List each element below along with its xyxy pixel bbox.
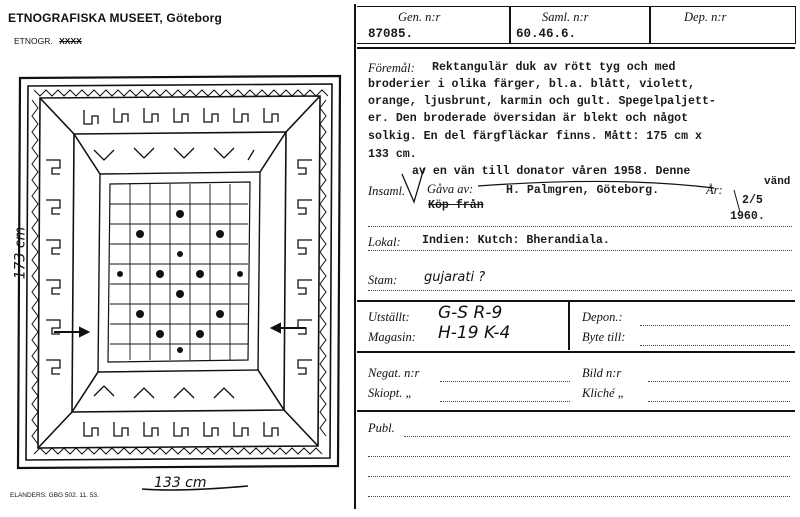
width-note-underline [140, 483, 250, 495]
publ-rule-4 [368, 496, 790, 497]
stam-label: Stam: [368, 273, 398, 287]
foremal-line-3: orange, ljusbrunt, karmin och gult. Spegelpaljett- [368, 95, 716, 108]
byte-rule [640, 345, 790, 346]
rule-after-stam [368, 290, 792, 291]
ar-value-2: 1960. [730, 210, 765, 223]
depon-rule [640, 325, 790, 326]
rule-after-lokal [368, 250, 792, 251]
foremal-line-2: broderier i olika färger, bl.a. blått, violett, [368, 78, 695, 91]
bild-label: Bild n:r [582, 366, 622, 380]
magasin-label: Magasin: [368, 330, 416, 344]
number-divider-1 [509, 6, 511, 44]
height-note: 173 cm [12, 226, 29, 280]
insaml-insert-line: av en vän till donator våren 1958. Denne [412, 165, 691, 178]
gava-label: Gåva av: [427, 182, 474, 196]
depon-label: Depon.: [582, 310, 623, 324]
lokal-label: Lokal: [368, 235, 401, 249]
vand-note: vänd [764, 176, 791, 188]
insaml-label: Insaml. [368, 184, 406, 198]
negat-label: Negat. n:r [368, 366, 420, 380]
center-divider [354, 4, 356, 509]
foremal-line-1: Rektangulär duk av rött tyg och med [432, 61, 676, 74]
publ-rule-1 [404, 436, 790, 437]
magasin-value: H-19 K-4 [438, 323, 511, 343]
textile-sketch [14, 70, 346, 470]
rule-after-insaml [368, 226, 792, 227]
gen-label: Gen. n:r [398, 10, 441, 24]
storage-bottom-rule [357, 351, 795, 353]
dep-label: Dep. n:r [684, 10, 727, 24]
publ-rule-2 [368, 456, 790, 457]
foremal-line-5: solkig. En del färgfläckar finns. Mått: 175 cm x [368, 130, 702, 143]
stam-value: gujarati ? [424, 270, 486, 285]
gen-value: 87085. [368, 27, 414, 41]
negat-rule [440, 381, 570, 382]
struck-code: XXXX [59, 36, 82, 46]
kliche-label: Kliché „ [582, 386, 625, 400]
ar-value-1: 2/5 [742, 194, 763, 207]
byte-label: Byte till: [582, 330, 626, 344]
etnogr-label: ETNOGR. [14, 36, 53, 46]
saml-label: Saml. n:r [542, 10, 589, 24]
utstallt-label: Utställt: [368, 310, 410, 324]
kop-struck: Köp från [428, 199, 484, 212]
saml-value: 60.46.6. [516, 27, 577, 41]
storage-top-rule [357, 300, 795, 302]
lokal-value: Indien: Kutch: Bherandiala. [422, 234, 610, 247]
publ-top-rule [357, 410, 795, 412]
museum-name: ETNOGRAFISKA MUSEET, Göteborg [8, 11, 223, 25]
foremal-line-6: 133 cm. [368, 148, 417, 161]
printer-line: ELANDERS. GBG 502. 11. 53. [10, 492, 99, 499]
skiopt-label: Skiopt. „ [368, 386, 413, 400]
utstallt-value: G-S R-9 [438, 303, 503, 323]
bild-rule [648, 381, 790, 382]
storage-divider [568, 300, 570, 350]
foremal-label: Föremål: [368, 61, 415, 75]
gava-value: H. Palmgren, Göteborg. [506, 184, 660, 197]
number-divider-2 [649, 6, 651, 44]
skiopt-rule [440, 401, 570, 402]
ar-label: År: [706, 183, 723, 197]
header-bottom-rule [357, 47, 795, 49]
publ-rule-3 [368, 476, 790, 477]
kliche-rule [648, 401, 790, 402]
width-note: 133 cm [154, 475, 207, 491]
publ-label: Publ. [368, 421, 395, 435]
foremal-line-4: er. Den broderade översidan är blekt och något [368, 112, 689, 125]
etnogr-line [14, 36, 82, 46]
insertion-marks [396, 160, 796, 220]
